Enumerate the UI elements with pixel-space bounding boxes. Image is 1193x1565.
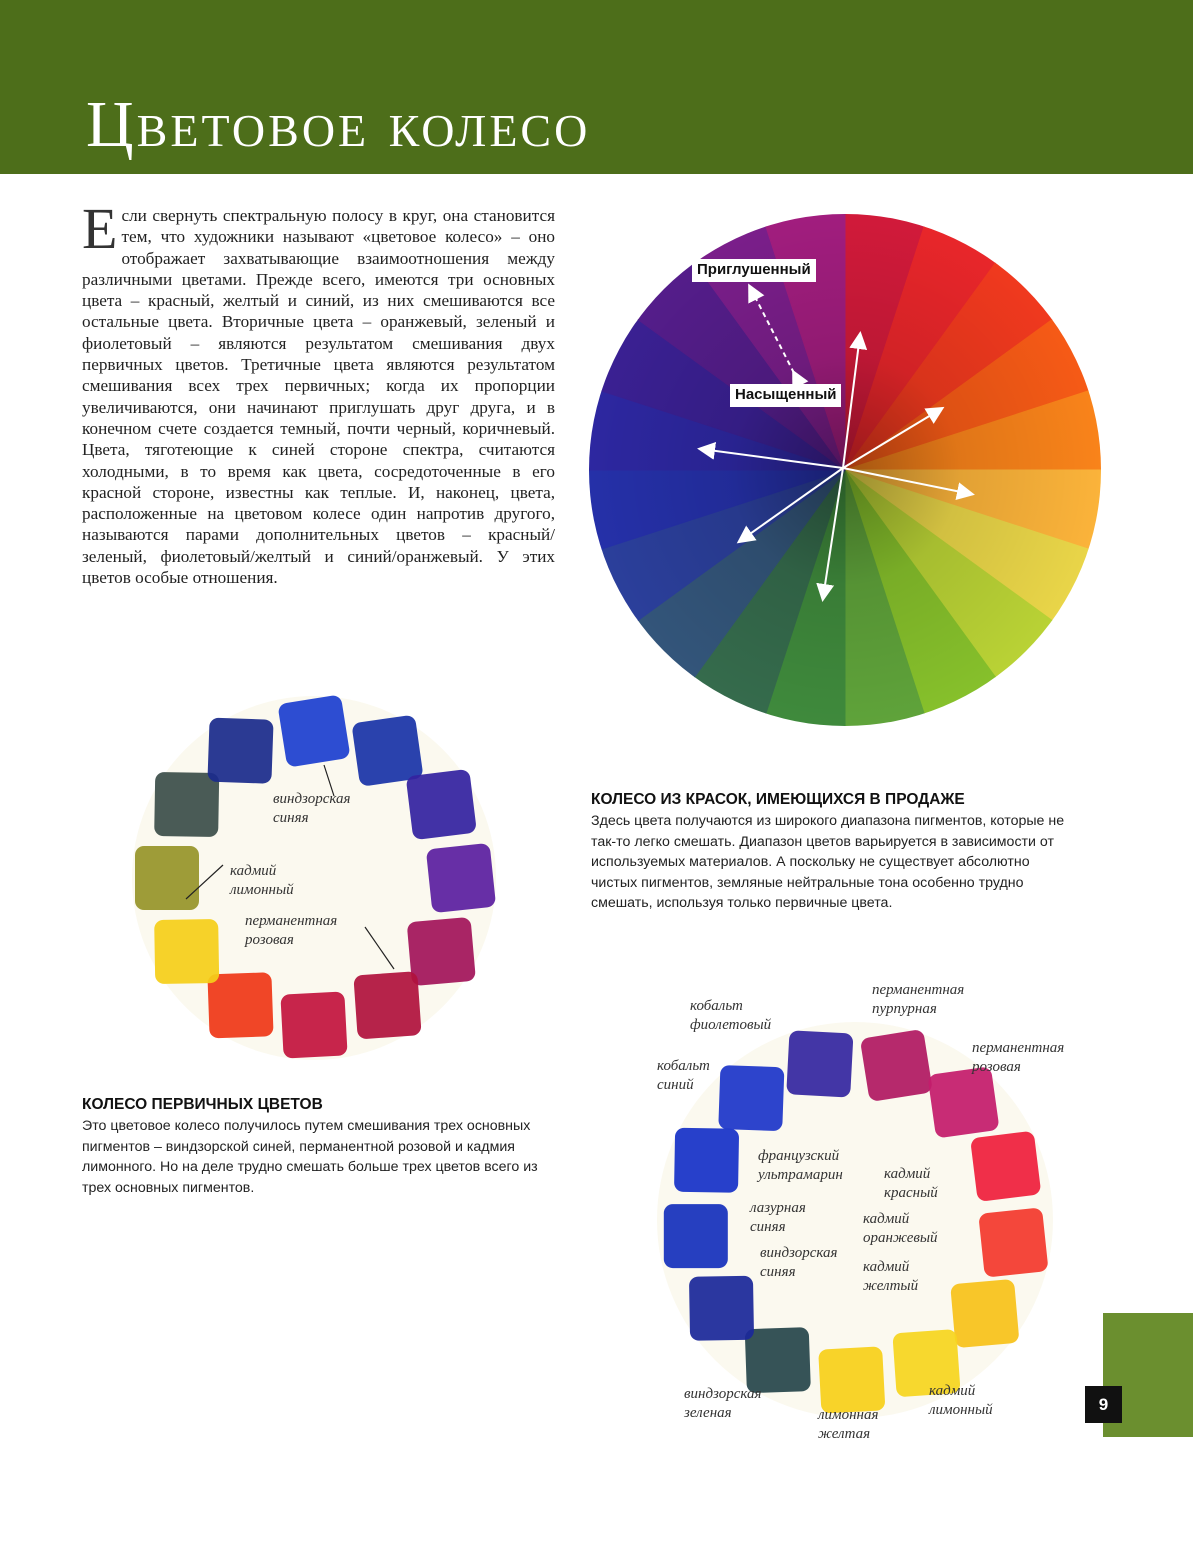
paint-swatch xyxy=(745,1327,811,1393)
paint-swatch xyxy=(718,1065,784,1131)
paint-swatch xyxy=(353,971,421,1039)
label-permanent-rose-2: перманентная розовая xyxy=(972,1040,1065,1075)
paint-swatch xyxy=(207,972,273,1038)
paint-swatch xyxy=(207,718,273,784)
label-cadmium-lemon: кадмий лимонный xyxy=(230,863,294,898)
label-cobalt-violet: кобальт фиолетовый xyxy=(690,998,772,1033)
label-cadmium-orange: кадмий оранжевый xyxy=(863,1211,938,1246)
spectral-color-wheel xyxy=(585,210,1105,730)
label-french-ultramarine: французский ультрамарин xyxy=(758,1148,843,1183)
paint-swatch xyxy=(689,1276,754,1341)
label-cadmium-yellow: кадмий желтый xyxy=(863,1259,919,1294)
page-number: 9 xyxy=(1085,1386,1122,1423)
paint-swatch xyxy=(927,1066,999,1138)
primary-paint-wheel xyxy=(124,693,504,1073)
intro-text: сли свернуть спектральную полосу в круг, она становится тем, что художники называют «цветовое колесо» – оно отображает захватывающие взаимоотношения между различными цветами. Прежде всего, имеются три основных цвета – красный, желтый и синий, из них смешиваются все остальные цвета. Вторичные цвета – оранжевый, зеленый и фиолетовый – являются результатом смешивания двух первичных цветов. Третичные цвета являются результатом смешивания всех трех первичных; когда их пропорции увеличиваются, они начинают приглушать друг друга, и в конечном счете создается темный, почти черный, коричневый. Цвета, тяготеющие к синей стороне спектра, считаются холодными, в то время как цвета, сосредоточенные в его красной стороне, известны как теплые. И, наконец, цвета, расположенные на цветовом колесе один напротив другого, называются парами дополнительных цветов – красный/зеленый, фиолетовый/желтый и синий/оранжевый. У этих цветов особые отношения. xyxy=(82,206,555,588)
paint-swatch xyxy=(786,1030,853,1097)
commercial-paint-wheel xyxy=(655,1020,1055,1420)
label-cadmium-red: кадмий красный xyxy=(884,1166,938,1201)
label-cadmium-lemon-2: кадмий лимонный xyxy=(929,1383,993,1418)
paint-swatch xyxy=(426,843,496,913)
page-title: Цветовое колесо xyxy=(86,88,591,161)
paint-swatch xyxy=(280,991,347,1058)
paint-swatch xyxy=(406,769,477,840)
paint-swatch xyxy=(950,1279,1019,1348)
paint-swatch xyxy=(860,1029,933,1102)
paint-swatch xyxy=(407,917,476,986)
label-windsor-green: виндзорская зеленая xyxy=(684,1386,762,1421)
label-saturated: Насыщенный xyxy=(730,384,841,407)
label-cobalt-blue: кобальт синий xyxy=(657,1058,710,1093)
label-lemon-yellow: лимонная желтая xyxy=(818,1407,879,1442)
label-permanent-purple: перманентная пурпурная xyxy=(872,982,965,1017)
paint-swatch xyxy=(970,1131,1041,1202)
label-permanent-rose: перманентная розовая xyxy=(245,913,338,948)
paint-swatch xyxy=(664,1204,728,1268)
label-windsor-blue: виндзорская синяя xyxy=(273,791,351,826)
paint-swatch xyxy=(674,1128,739,1193)
paint-swatch xyxy=(154,919,219,984)
primary-wheel-text: Это цветовое колесо получилось путем смешивания трех основных пигментов – виндзорской синей, перманентной розовой и кадмия лимонного. Но на деле трудно смешать больше трех цветов всего из трех основных пигментов. xyxy=(82,1118,538,1196)
paint-swatch xyxy=(277,694,350,767)
label-windsor-blue-2: виндзорская синяя xyxy=(760,1245,838,1280)
paint-swatch xyxy=(135,846,199,910)
primary-wheel-heading: КОЛЕСО ПЕРВИЧНЫХ ЦВЕТОВ xyxy=(82,1096,323,1113)
paint-swatch xyxy=(818,1346,885,1413)
paint-swatch xyxy=(154,772,219,837)
commercial-wheel-text: Здесь цвета получаются из широкого диапазона пигментов, которые не так-то легко смешать. Диапазон цветов варьируется в зависимости от используемых материалов. А поскольку не существует абсолютно чистых пигментов, земляные нейтральные тона особенно трудно смешать, используя только первичные цвета. xyxy=(591,813,1065,911)
paint-swatch xyxy=(978,1207,1048,1277)
intro-paragraph xyxy=(82,196,555,588)
label-muted: Приглушенный xyxy=(692,259,816,282)
label-azure-blue: лазурная синяя xyxy=(750,1200,806,1235)
drop-cap: Е xyxy=(82,196,118,261)
commercial-wheel-heading: КОЛЕСО ИЗ КРАСОК, ИМЕЮЩИХСЯ В ПРОДАЖЕ xyxy=(591,791,965,808)
